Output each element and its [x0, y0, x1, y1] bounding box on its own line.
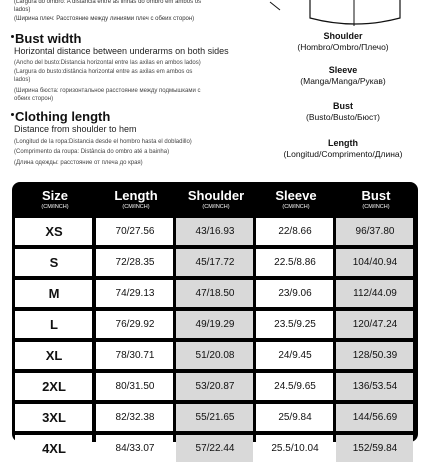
shoulder-note-pt: (Largura do ombro: A distância entre as linhas do ombro em ambos os	[14, 0, 202, 5]
table-row	[12, 247, 418, 277]
measurement-cell: 136/53.54	[352, 380, 398, 392]
measurement-cell: 45/17.72	[195, 256, 235, 268]
table-row	[12, 309, 418, 339]
measurement-cell: 74/29.13	[115, 287, 155, 299]
size-cell: XS	[45, 223, 63, 239]
measurement-cell: 72/28.35	[115, 256, 155, 268]
bust-note-pt-cont: lados)	[14, 77, 31, 83]
header-sleeve: Sleeve (CM/INCH)	[275, 188, 317, 210]
length-label: Length (Longitud/Comprimento/Длина)	[283, 138, 403, 159]
length-note-es: (Longitud de la ropa:Distancia desde el hombro hasta el dobladillo)	[14, 139, 192, 145]
size-cell: 2XL	[42, 378, 66, 394]
measurement-cell: 78/30.71	[115, 349, 155, 361]
measurement-cell: 43/16.93	[195, 225, 235, 237]
header-bust: Bust (CM/INCH)	[361, 188, 391, 210]
table-header	[12, 182, 418, 216]
bust-label: Bust (Busto/Busto/Бюст)	[306, 101, 380, 122]
measurement-cell: 49/19.29	[195, 318, 235, 330]
bust-width-heading: Bust width	[11, 31, 81, 46]
clothing-length-heading: Clothing length	[11, 109, 110, 124]
measurement-cell: 128/50.39	[352, 349, 398, 361]
bust-note-pt: (Largura do busto:distância horizontal entre as axilas em ambos os	[14, 69, 193, 75]
measurement-cell: 23/9.06	[278, 287, 312, 299]
header-length: Length (CM/INCH)	[114, 188, 158, 210]
measurement-cell: 47/18.50	[195, 287, 235, 299]
measurement-cell: 96/37.80	[355, 225, 395, 237]
measurement-cell: 23.5/9.25	[274, 318, 316, 330]
size-cell: XL	[45, 347, 63, 363]
bust-note-ru-cont: обеих сторон)	[14, 96, 54, 102]
table-row	[12, 278, 418, 308]
measurement-cell: 24.5/9.65	[274, 380, 316, 392]
measurement-cell: 84/33.07	[115, 442, 155, 454]
measurement-cell: 80/31.50	[115, 380, 155, 392]
bust-note-es: (Ancho del busto:Distancia horizontal entre las axilas en ambos lados)	[14, 60, 201, 66]
size-cell: L	[50, 316, 58, 332]
bullet-icon	[11, 35, 14, 38]
header-shoulder: Shoulder (CM/INCH)	[187, 188, 245, 210]
sleeve-label: Sleeve (Manga/Manga/Рукав)	[300, 65, 386, 86]
measurement-cell: 144/56.69	[352, 411, 398, 423]
measurement-cell: 82/32.38	[115, 411, 155, 423]
measurement-cell: 120/47.24	[352, 318, 398, 330]
table-row	[12, 371, 418, 401]
bust-note-ru: (Ширина бюста: горизонтальное расстояние между подмышками с	[14, 88, 201, 94]
shoulder-note-ru: (Ширина плеч: Расстояние между линиями плеч с обеих сторон)	[14, 16, 195, 22]
measurement-cell: 53/20.87	[195, 380, 235, 392]
measurement-cell: 57/22.44	[195, 442, 235, 454]
shoulder-note-pt-cont: lados)	[14, 7, 31, 13]
size-cell: 4XL	[42, 440, 66, 456]
shoulder-label: Shoulder (Hombro/Ombro/Плечо)	[297, 31, 389, 52]
shirt-diagram-icon	[300, 0, 410, 28]
header-size: Size (CM/INCH)	[41, 188, 69, 210]
measurement-cell: 104/40.94	[352, 256, 398, 268]
measurement-cell: 51/20.08	[195, 349, 235, 361]
bust-width-desc: Horizontal distance between underarms on both sides	[14, 46, 229, 56]
size-cell: 3XL	[42, 409, 66, 425]
measurement-cell: 112/44.09	[353, 287, 397, 299]
size-table	[12, 182, 418, 456]
size-cell: S	[49, 254, 59, 270]
table-row	[12, 216, 418, 246]
measurement-cell: 24/9.45	[278, 349, 312, 361]
clothing-length-desc: Distance from shoulder to hem	[14, 124, 137, 134]
measurement-cell: 76/29.92	[115, 318, 155, 330]
measurement-cell: 25/9.84	[278, 411, 312, 423]
measurement-cell: 70/27.56	[115, 225, 155, 237]
table-row	[12, 433, 418, 463]
size-cell: M	[48, 285, 60, 301]
table-row	[12, 340, 418, 370]
bullet-icon	[11, 113, 14, 116]
measurement-cell: 55/21.65	[195, 411, 235, 423]
measurement-cell: 22.5/8.86	[274, 256, 316, 268]
measurement-cell: 25.5/10.04	[271, 442, 319, 454]
measurement-cell: 22/8.66	[278, 225, 312, 237]
length-note-pt: (Comprimento da roupa: Distância do ombro até a bainha)	[14, 149, 170, 155]
length-note-ru: (Длина одежды: расстояние от плеча до края)	[14, 160, 143, 166]
measurement-cell: 152/59.84	[352, 442, 398, 454]
table-row	[12, 402, 418, 432]
